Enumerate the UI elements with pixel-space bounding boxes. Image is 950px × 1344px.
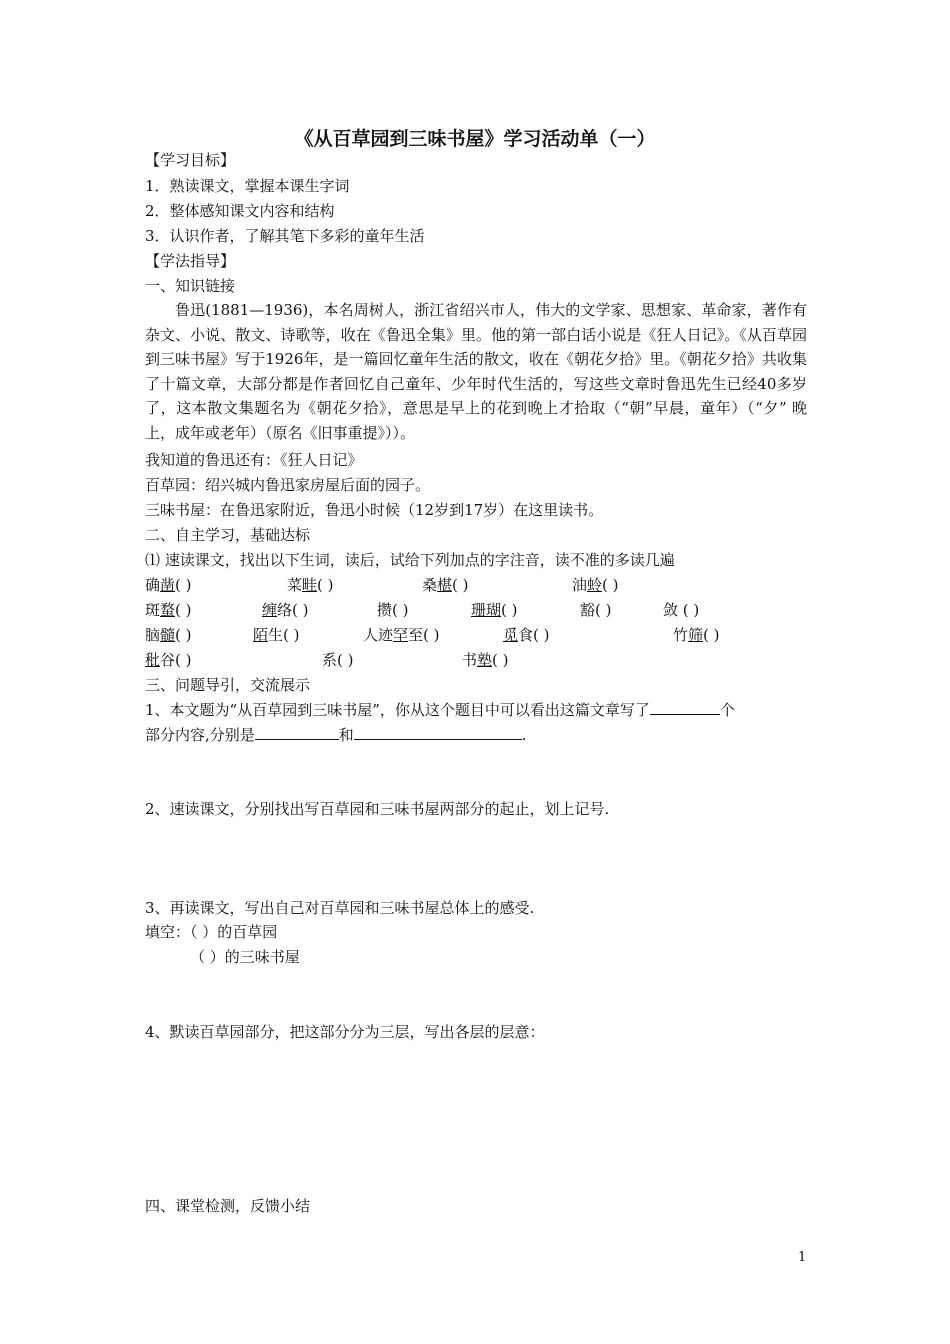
goal-item-3: 3．认识作者，了解其笔下多彩的童年生活 [145,227,425,245]
page-title: 《从百草园到三味书屋》学习活动单（一） [294,128,656,150]
vocab-word: 脑髓( ) [145,626,192,644]
question-1-line2: 部分内容,分别是 和 . [145,726,527,744]
answer-blank[interactable] [354,725,522,740]
vocab-word: 豁( ) [580,601,612,619]
vocab-word: 系( ) [322,651,354,669]
vocab-word: 陌生( ) [253,626,300,644]
baicaoyuan-note: 百草园：绍兴城内鲁迅家房屋后面的园子。 [145,476,431,494]
vocab-word: 确凿( ) [145,576,192,594]
vocab-word: 觅食( ) [503,626,550,644]
question-3: 3、再读课文，写出自己对百草园和三味书屋总体上的感受. [145,899,535,917]
vocab-word: 敛 ( ) [663,601,700,619]
vocab-word: 珊瑚( ) [471,601,518,619]
vocab-word: 斑蝥( ) [145,601,192,619]
vocab-word: 菜畦( ) [287,576,334,594]
sanwei-note: 三味书屋：在鲁迅家附近，鲁迅小时候（12岁到17岁）在这里读书。 [145,501,604,519]
answer-blank[interactable] [255,725,339,740]
vocab-word: 人迹罕至( ) [363,626,440,644]
question-1: 1、本文题为“从百草园到三味书屋”，你从这个题目中可以看出这篇文章写了 个 [145,701,735,719]
goals-heading: 【学习目标】 [145,151,236,169]
method-heading: 【学法指导】 [145,252,236,270]
vocab-word: 攒( ) [377,601,409,619]
goal-item-1: 1．熟读课文，掌握本课生字词 [145,177,350,195]
question-2: 2、速读课文，分别找出写百草园和三味书屋两部分的起止，划上记号. [145,800,610,818]
vocab-word: 缠络( ) [262,601,309,619]
section1-heading: 一、知识链接 [145,277,236,295]
question-3-fill-1: 填空：（ ）的百草园 [145,923,278,941]
section2-instruction: ⑴ 速读课文，找出以下生词，读后，试给下列加点的字注音，读不准的多读几遍 [145,551,675,569]
question-3-fill-2: （ ）的三味书屋 [190,948,300,966]
author-intro-paragraph: 鲁迅(1881—1936)，本名周树人，浙江省绍兴市人，伟大的文学家、思想家、革命家，著作有杂文、小说、散文、诗歌等，收在《鲁迅全集》里。他的第一部白话小说是《狂人日记》。《从百草园到三味书屋》写于1926年，是一篇回忆童年生活的散文，收在《朝花夕拾》里。《朝花夕拾》共收集了十篇文章，大部分都是作者回忆自己童年、少年时代生活的，写这些文章时鲁迅先生已经40多岁了，这本散文集题名为《朝花夕拾》，意思是早上的花到晚上才拾取（“朝”早晨，童年）（“夕” 晚上，成年或老年）（原名《旧事重提》））。 [145,301,807,442]
known-works-line: 我知道的鲁迅还有：《狂人日记》 [145,451,363,469]
vocab-word: 秕谷( ) [145,651,192,669]
vocab-word: 油蛉( ) [572,576,619,594]
vocab-word: 书塾( ) [462,651,509,669]
section3-heading: 三、问题导引，交流展示 [145,676,311,694]
question-4: 4、默读百草园部分，把这部分分为三层，写出各层的层意： [145,1023,545,1041]
section4-heading: 四、课堂检测，反馈小结 [145,1197,311,1215]
answer-blank[interactable] [650,700,720,715]
goal-item-2: 2．整体感知课文内容和结构 [145,202,335,220]
section2-heading: 二、自主学习，基础达标 [145,526,311,544]
vocab-word: 桑椹( ) [422,576,469,594]
page-number: 1 [798,1250,807,1265]
vocab-word: 竹筛( ) [673,626,720,644]
